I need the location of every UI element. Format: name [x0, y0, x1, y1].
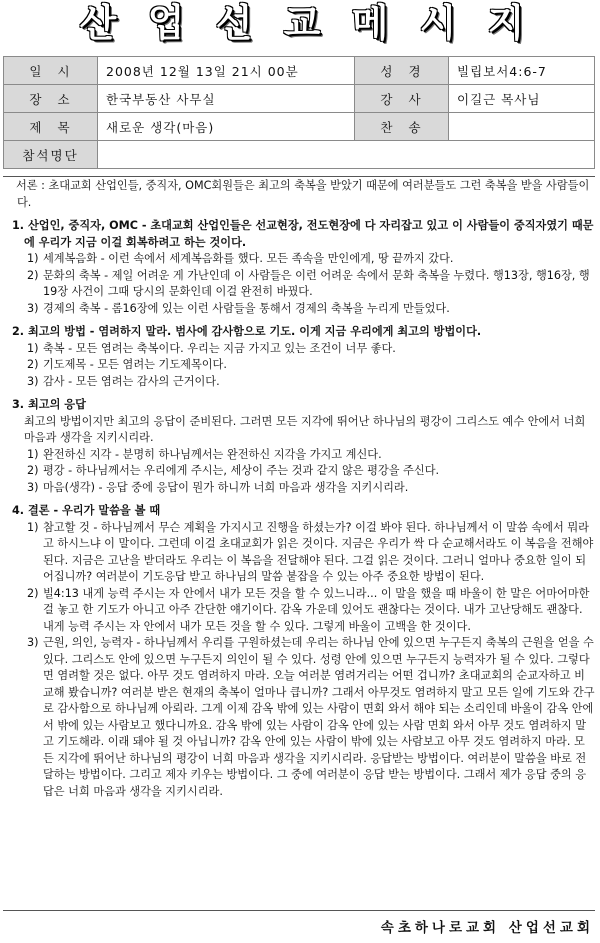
date-label: 일시 [4, 57, 98, 85]
list-item-text: 빌4:13 내게 능력 주시는 자 안에서 내가 모든 것을 할 수 있느니라... 이 말을 했을 때 바울이 한 말은 어마어마한 걸 놓고 한 기도가 아니고 아주 간단한 얘기이다. 감옥 가운데 있어도 괜찮다는 것이다. 내가 고난당해도 괜찮다. 내게 능력 주시는 자 안에서 내가 모든 것을 할 수 있다. 그렇게 바울이 고백을 한 것이다. [43, 586, 590, 633]
list-item-number: 2) [27, 586, 39, 600]
intro-text: 서론 : 초대교회 산업인들, 중직자, OMC회원들은 최고의 축복을 받았기 때문에 여러분들도 그런 축복을 받을 사람들이다. [16, 179, 590, 209]
section-number: 4. [12, 504, 25, 517]
section-number: 3. [12, 398, 25, 411]
section [3, 218, 595, 317]
list-item-number: 1) [27, 341, 39, 355]
place-value: 한국부동산 사무실 [98, 85, 355, 113]
topic-label: 제목 [4, 113, 98, 141]
hymn-value [449, 113, 595, 141]
title-char: 메 [351, 1, 389, 45]
sermon-body [3, 178, 595, 800]
sections [3, 218, 595, 800]
list-item [3, 447, 595, 464]
scripture-value: 빌립보서4:6-7 [449, 57, 595, 85]
list-item-text: 완전하신 지각 - 분명히 하나님께서는 완전하신 지각을 가지고 계신다. [43, 447, 382, 461]
section-heading-text: 결론 - 우리가 말씀을 볼 때 [27, 504, 161, 517]
list-item [3, 341, 595, 358]
list-item [3, 520, 595, 586]
speaker-label: 강사 [355, 85, 449, 113]
list-item-text: 마음(생각) - 응답 중에 응답이 뭔가 하니까 너희 마음과 생각을 지키시리라. [43, 480, 409, 494]
title-char: 산 [79, 1, 117, 45]
list-item-text: 기도제목 - 모든 염려는 기도제목이다. [43, 358, 227, 371]
list-item [3, 268, 595, 301]
list-item-text: 문화의 축복 - 제일 어려운 게 가난인데 이 사람들은 이런 어려운 속에서 문화 축복을 누렸다. 행13장, 행16장, 행19장 사건이 그때 당시의 문화인데 이걸 완전히 바꿨다. [43, 268, 590, 298]
speaker-value: 이길근 목사님 [449, 85, 595, 113]
list-item-text: 참고할 것 - 하나님께서 무슨 계획을 가지시고 진행을 하셨는가? 이걸 봐야 된다. 하나님께서 이 말씀 속에서 뭐라고 하시느냐 이 말이다. 그런데 이걸 초대교회가 읽은 것이다. 지금은 우리가 싹 다 순교해서라도 이 복음을 전해야 된다. 지금은 고난을 받더라도 우리는 이 복음을 전달해야 된다. 그걸 읽은 것이다. 그러니 얼마나 중요한 일이 되어집니까? 여러분이 기도응답 받고 하나님의 말씀 붙잡을 수 있는 아주 중요한 방법이 된다. [43, 520, 594, 583]
list-item-number: 3) [27, 374, 39, 388]
list-item [3, 586, 595, 636]
title-char: 시 [419, 1, 457, 45]
topic-value: 새로운 생각(마음) [98, 113, 355, 141]
section [3, 503, 595, 800]
section-heading-text: 산업인, 중직자, OMC - 초대교회 산업인들은 선교현장, 전도현장에 다 자리잡고 있고 이 사람들이 중직자였기 때문에 우리가 지금 이걸 회복하려고 하는 것이다. [24, 219, 594, 249]
footer-church-name: 속초하나로교회 산업선교회 [380, 920, 594, 936]
list-item [3, 301, 595, 318]
section-heading [3, 218, 595, 251]
title-char: 업 [147, 1, 185, 45]
list-item-text: 세계복음화 - 이런 속에서 세계복음화를 했다. 모든 족속을 만인에게, 땅 끝까지 갔다. [43, 252, 454, 265]
list-item-number: 2) [27, 268, 39, 282]
attendees-value [98, 141, 595, 169]
list-item [3, 374, 595, 391]
title-char: 교 [283, 1, 321, 45]
intro-paragraph [3, 178, 595, 211]
date-value: 2008년 12월 13일 21시 00분 [98, 57, 355, 85]
list-item-number: 2) [27, 358, 39, 371]
list-item [3, 357, 595, 374]
list-item [3, 635, 595, 800]
list-item-text: 축복 - 모든 염려는 축복이다. 우리는 지금 가지고 있는 조건이 너무 좋다. [43, 341, 396, 355]
list-item-number: 3) [27, 636, 39, 649]
list-item-number: 1) [27, 447, 39, 461]
section-heading [3, 324, 595, 341]
section-paragraph: 최고의 방법이지만 최고의 응답이 준비된다. 그러면 모든 지각에 뛰어난 하나님의 평강이 그리스도 예수 안에서 너희 마음과 생각을 지키시리라. [24, 414, 586, 444]
list-item-number: 1) [27, 520, 39, 534]
list-item-number: 3) [27, 480, 39, 494]
divider [3, 176, 595, 177]
title-char: 선 [215, 1, 253, 45]
title-char: 지 [487, 1, 525, 45]
attendees-label: 참석명단 [4, 141, 98, 169]
list-item-text: 근원, 의인, 능력자 - 하나님께서 우리를 구원하셨는데 우리는 하나님 안에 있으면 누구든지 축복의 근원을 얻을 수 있다. 그리스도 안에 있으면 누구든지 의인이 될 수 있다. 성령 안에 있으면 누구든지 능력자가 될 수 있다. 그렇다면 염려할 것은 없다. 아무 것도 염려하지 마라. 오늘 여러분 염려거리는 어떤 겁니까? 초대교회의 순교자하고 비교해 봤습니까? 여러분 받은 현재의 축복이 얼마나 큽니까? 그래서 아무것도 염려하지 말고 모든 일에 기도와 간구로 감사함으로 하나님께 아뢰라. 그게 이제 감옥 밖에 있는 사람이 면회 와서 해야 되는 소리인데 바울이 감옥 안에서 밖에 있는 사람보고 했다니까요. 감옥 밖에 있는 사람이 감옥 안에 있는 사람 면회 와서 아무 것도 염려하지 말고 기도해라. 이래 돼야 될 것 아닙니까? 감옥 안에 있는 사람이 밖에 있는 사람보고 아무 것도 염려하지 마라. 모든 지각에 뛰어난 하나님의 평강이 너희 마음과 생각을 지키시리라. 응답받는 방법이다. 여러분이 말씀을 바로 전달하는 방법이다. 그리고 제자 키우는 방법이다. 그 중에 여러분이 응답 받는 방법이다. 그래서 제가 응답 중의 응답은 너희 마음과 생각을 지키시리라. [43, 636, 595, 798]
section-number: 2. [12, 325, 25, 338]
section-heading-text: 최고의 응답 [27, 398, 86, 411]
divider [3, 910, 595, 911]
list-item-text: 평강 - 하나님께서는 우리에게 주시는, 세상이 주는 것과 같지 않은 평강을 주신다. [43, 464, 440, 477]
section-heading [3, 503, 595, 520]
list-item [3, 251, 595, 268]
section-number: 1. [12, 219, 25, 232]
section-heading [3, 397, 595, 414]
section [3, 324, 595, 390]
scripture-label: 성경 [355, 57, 449, 85]
list-item-number: 3) [27, 301, 39, 315]
list-item-number: 2) [27, 464, 39, 477]
section [3, 397, 595, 496]
list-item-text: 감사 - 모든 염려는 감사의 근거이다. [43, 374, 220, 388]
pointing-hand-icon [3, 178, 16, 195]
section-heading-text: 최고의 방법 - 염려하지 말라. 범사에 감사함으로 기도. 이게 지금 우리에게 최고의 방법이다. [27, 325, 482, 338]
list-item-number: 1) [27, 252, 39, 265]
info-table [3, 56, 595, 169]
page-title [0, 0, 600, 50]
list-item [3, 463, 595, 480]
place-label: 장소 [4, 85, 98, 113]
hymn-label: 찬송 [355, 113, 449, 141]
list-item [3, 480, 595, 497]
list-item-text: 경제의 축복 - 롬16장에 있는 이런 사람들을 통해서 경제의 축복을 누리게 만들었다. [43, 301, 450, 315]
